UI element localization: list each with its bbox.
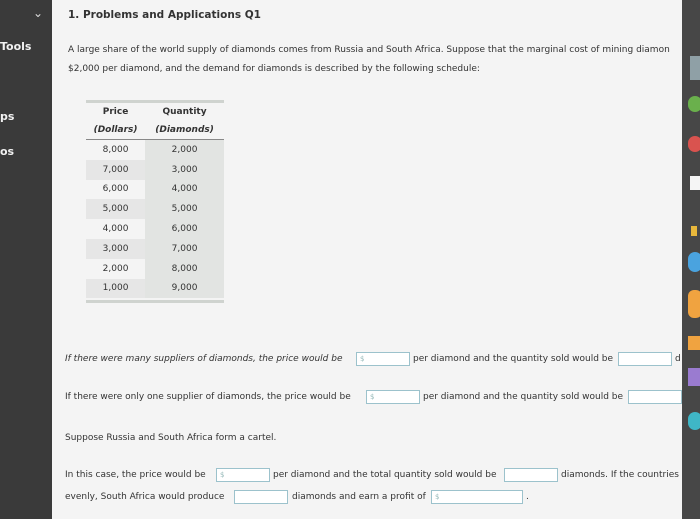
sa-production-input[interactable] bbox=[234, 490, 288, 504]
left-sidebar bbox=[0, 0, 52, 519]
price-cell: 4,000 bbox=[102, 224, 129, 235]
cartel-price-input[interactable] bbox=[216, 468, 270, 482]
table-row bbox=[86, 180, 224, 200]
table-row bbox=[86, 259, 224, 279]
q-many-text-1: If there were many suppliers of diamonds, the price would be bbox=[65, 354, 343, 364]
one-quantity-input[interactable] bbox=[628, 390, 682, 404]
page-icon[interactable] bbox=[690, 176, 700, 190]
sidebar-item-ps-label: ps bbox=[0, 110, 15, 123]
quantity-cell: 7,000 bbox=[145, 239, 224, 259]
sidebar-item-os[interactable] bbox=[0, 145, 14, 158]
table-row bbox=[86, 239, 224, 259]
price-cell: 2,000 bbox=[102, 263, 129, 274]
price-cell: 5,000 bbox=[86, 199, 145, 219]
quantity-cell: 4,000 bbox=[145, 180, 224, 200]
quantity-cell: 5,000 bbox=[145, 199, 224, 219]
q-cartel-text-4: evenly, South Africa would produce bbox=[65, 492, 225, 502]
header-quantity: Quantity bbox=[162, 107, 207, 117]
dollar-sign-icon: $ bbox=[370, 393, 375, 401]
table-row bbox=[86, 279, 224, 299]
many-price-input[interactable] bbox=[356, 352, 410, 366]
purple-shape-icon[interactable] bbox=[688, 368, 700, 386]
yellow-marker-icon[interactable] bbox=[691, 226, 697, 236]
q-one-text-2: per diamond and the quantity sold would be bbox=[423, 392, 624, 402]
chevron-down-icon[interactable]: ⌄ bbox=[33, 6, 44, 20]
question-panel bbox=[52, 0, 682, 519]
book-icon[interactable] bbox=[690, 56, 700, 80]
table-row bbox=[86, 199, 224, 219]
table-row bbox=[86, 219, 224, 239]
demand-schedule-table bbox=[86, 100, 224, 303]
sidebar-item-tools[interactable] bbox=[0, 40, 31, 53]
dollar-sign-icon: $ bbox=[220, 471, 225, 479]
right-toolbar bbox=[682, 0, 700, 519]
sidebar-item-ps[interactable] bbox=[0, 110, 14, 123]
dollar-sign-icon: $ bbox=[360, 355, 365, 363]
red-circle-icon[interactable] bbox=[688, 136, 700, 152]
cartel-quantity-input[interactable] bbox=[504, 468, 558, 482]
q-cartel-text-5: diamonds and earn a profit of bbox=[292, 492, 426, 502]
q-many-text-2: per diamond and the quantity sold would be bbox=[413, 354, 614, 364]
sa-profit-input[interactable] bbox=[431, 490, 523, 504]
q-cartel-intro: Suppose Russia and South Africa form a cartel. bbox=[65, 433, 277, 443]
dollar-sign-icon: $ bbox=[435, 493, 440, 501]
sidebar-item-os-label: os bbox=[0, 145, 15, 158]
one-price-input[interactable] bbox=[366, 390, 420, 404]
table-row bbox=[86, 160, 224, 180]
quantity-cell: 6,000 bbox=[145, 219, 224, 239]
sidebar-item-tools-label: Tools bbox=[0, 40, 32, 53]
price-cell: 8,000 bbox=[102, 144, 129, 155]
price-cell: 3,000 bbox=[86, 239, 145, 259]
table-row bbox=[86, 140, 224, 160]
warning-icon[interactable] bbox=[688, 336, 700, 350]
question-title: 1. Problems and Applications Q1 bbox=[68, 9, 261, 21]
q-cartel-text-6: . bbox=[526, 492, 529, 502]
intro-line-1: A large share of the world supply of diamonds comes from Russia and South Africa. Suppose that the marginal cost of mining diamon bbox=[68, 45, 670, 55]
price-cell: 1,000 bbox=[86, 279, 145, 299]
subheader-dollars: (Dollars) bbox=[86, 121, 145, 140]
price-cell: 6,000 bbox=[102, 184, 129, 195]
quantity-cell: 8,000 bbox=[145, 259, 224, 279]
quantity-cell: 2,000 bbox=[145, 140, 224, 160]
price-cell: 7,000 bbox=[86, 160, 145, 180]
q-cartel-text-3: diamonds. If the countries bbox=[561, 470, 679, 480]
intro-line-2: $2,000 per diamond, and the demand for diamonds is described by the following schedule: bbox=[68, 64, 480, 74]
table-bottom-rule bbox=[86, 300, 224, 303]
question-intro bbox=[68, 41, 682, 79]
quantity-cell: 3,000 bbox=[145, 160, 224, 180]
q-many-text-3: d bbox=[675, 354, 681, 364]
green-circle-icon[interactable] bbox=[688, 96, 700, 112]
q-cartel-text-2: per diamond and the total quantity sold would be bbox=[273, 470, 497, 480]
many-quantity-input[interactable] bbox=[618, 352, 672, 366]
subheader-diamonds: (Diamonds) bbox=[145, 121, 224, 140]
header-price: Price bbox=[102, 107, 129, 117]
orange-grid-icon[interactable] bbox=[688, 290, 700, 318]
blue-circle-icon[interactable] bbox=[688, 252, 700, 272]
q-one-text-1: If there were only one supplier of diamonds, the price would be bbox=[65, 392, 351, 402]
teal-circle-icon[interactable] bbox=[688, 412, 700, 430]
quantity-cell: 9,000 bbox=[145, 279, 224, 299]
q-cartel-text-1: In this case, the price would be bbox=[65, 470, 206, 480]
